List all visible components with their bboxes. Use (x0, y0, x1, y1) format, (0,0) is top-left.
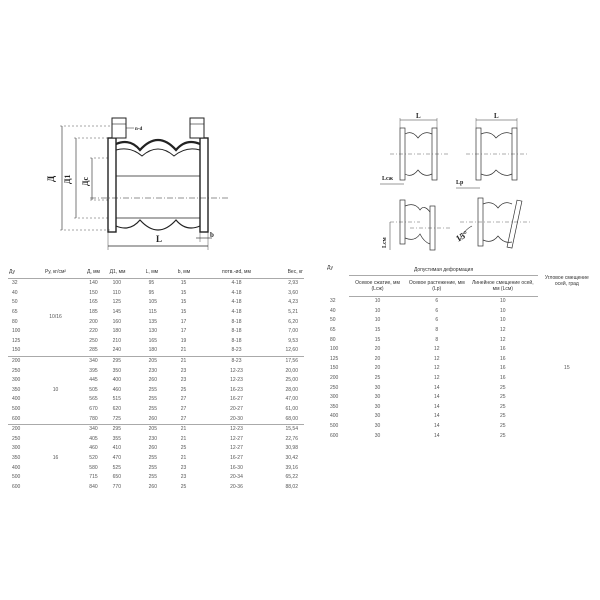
table-cell: 515 (112, 396, 121, 403)
table-cell: 23 (180, 367, 187, 374)
label-nd: n-d (135, 127, 143, 132)
deformation-table (326, 266, 596, 441)
table-cell: 12-27 (230, 445, 243, 452)
col-lateral-offset: Линейное смещение осей, мм (Lсм) (468, 276, 538, 297)
table-cell: 255 (148, 454, 157, 461)
table-cell: 12 (433, 375, 440, 382)
table-cell: 30 (374, 403, 381, 410)
table-cell: 10 (500, 307, 506, 314)
table-cell: 25 (180, 445, 187, 452)
table-cell: 12 (500, 336, 506, 343)
table-cell: 780 (89, 415, 98, 422)
table-cell: 25 (374, 375, 381, 382)
table-cell: 27 (180, 396, 187, 403)
table-cell: 180 (148, 347, 157, 354)
table-cell: 110 (112, 289, 121, 296)
table-cell: 39,16 (285, 464, 298, 471)
table-cell: 255 (148, 464, 157, 471)
table-cell: 160 (112, 318, 121, 325)
table-cell: 8-18 (231, 318, 242, 325)
left-bolt-boss (112, 118, 126, 138)
table-cell: 20 (374, 346, 381, 353)
table-cell: 840 (89, 483, 98, 490)
table-cell: 200 (330, 375, 339, 382)
table-cell: 250 (89, 337, 98, 344)
table-cell: 200 (89, 318, 98, 325)
table-cell: 12-23 (230, 377, 243, 384)
table-cell: 10 (374, 317, 381, 324)
joint-cross-section-drawing (30, 100, 280, 260)
table-cell: 350 (12, 386, 21, 393)
diagram-lateral-offset (390, 200, 450, 250)
table-cell: 25 (500, 432, 506, 439)
table-cell: 460 (112, 386, 121, 393)
table-cell: 140 (89, 280, 98, 287)
table-cell: 650 (112, 474, 121, 481)
table-cell: 15,54 (262, 424, 304, 434)
table-cell: 4-18 (231, 280, 242, 287)
diagram-axial-extension (456, 118, 528, 188)
table-cell: 8 (435, 336, 439, 343)
table-cell: 300 (12, 445, 21, 452)
dimensions-table-header (8, 266, 304, 279)
table-cell: 285 (89, 347, 98, 354)
table-cell: 125 (112, 299, 121, 306)
table-cell: 6 (435, 317, 439, 324)
table-cell: 250 (330, 384, 339, 391)
label-lr: Lр (456, 180, 464, 186)
table-cell: 100 (330, 346, 339, 353)
table-cell: 23 (180, 377, 187, 384)
table-cell: 525 (112, 464, 121, 471)
table-cell: 105 (148, 299, 157, 306)
table-cell: 25 (500, 384, 506, 391)
table-cell: 50 (330, 317, 336, 324)
table-cell: 230 (148, 367, 157, 374)
table-cell: 180 (112, 328, 121, 335)
bellows-top-inner (116, 149, 200, 156)
label-b: b (210, 231, 214, 239)
col-d1: Д1, мм (109, 266, 145, 279)
table-cell: 65,22 (285, 474, 298, 481)
table-cell: 15 (180, 309, 187, 316)
left-flange (108, 138, 116, 232)
table-cell: 580 (89, 464, 98, 471)
table-cell: 40 (330, 307, 336, 314)
table-cell: 150 (89, 289, 98, 296)
table-cell: 20-36 (230, 483, 243, 490)
table-cell: 20-30 (230, 415, 243, 422)
table-cell: 210 (112, 337, 121, 344)
table-cell: 255 (148, 396, 157, 403)
table-cell: 21 (180, 347, 187, 354)
table-cell: 30 (374, 432, 381, 439)
table-cell: 28,00 (285, 386, 298, 393)
table-cell: 16 (500, 346, 506, 353)
table-cell: 25 (500, 423, 506, 430)
right-bolt-boss (190, 118, 204, 138)
table-cell: 200 (8, 356, 33, 366)
table-cell: 520 (89, 454, 98, 461)
table-cell: 130 (148, 328, 157, 335)
table-cell: 23 (180, 474, 187, 481)
table-cell: 20-27 (230, 406, 243, 413)
table-cell: 460 (89, 445, 98, 452)
table-cell: 88,02 (285, 483, 298, 490)
table-cell: 17 (180, 318, 187, 325)
table-cell: 3,60 (288, 289, 298, 296)
table-cell: 21 (180, 454, 187, 461)
table-cell: 395 (89, 367, 98, 374)
diagram-angular-offset (460, 198, 530, 248)
table-cell: 20 (374, 355, 381, 362)
col-l: L, мм (145, 266, 177, 279)
table-cell: 500 (12, 474, 21, 481)
table-cell: 40 (12, 289, 18, 296)
table-cell: 6,20 (288, 318, 298, 325)
table-cell: 50 (12, 299, 18, 306)
table-cell: 15 (180, 299, 187, 306)
table-cell: 410 (112, 445, 121, 452)
table-cell: 145 (112, 309, 121, 316)
table-cell: 16-27 (230, 396, 243, 403)
table-cell: 27 (180, 406, 187, 413)
table-cell: 7,00 (288, 328, 298, 335)
table-cell: 12 (500, 327, 506, 334)
label-l-top-right: L (494, 112, 499, 120)
table-cell: 770 (112, 483, 121, 490)
table-cell: 10 (374, 307, 381, 314)
table-cell: 4-18 (231, 289, 242, 296)
table-cell: 12 (433, 346, 440, 353)
table-cell: 14 (433, 403, 440, 410)
diagram-axial-compression (380, 118, 448, 184)
table-cell: 620 (112, 406, 121, 413)
table-cell: 12,60 (285, 347, 298, 354)
table-cell: 725 (112, 415, 121, 422)
table-cell: 670 (89, 406, 98, 413)
label-d-c: Дс (81, 176, 90, 186)
table-cell: 25,00 (285, 377, 298, 384)
table-cell: 30 (374, 413, 381, 420)
table-cell: 16 (500, 375, 506, 382)
table-cell: 300 (330, 394, 339, 401)
table-cell: 355 (112, 435, 121, 442)
bellows-bottom (116, 220, 200, 230)
table-cell: 125 (12, 337, 21, 344)
table-cell: 30 (374, 394, 381, 401)
table-cell: 400 (330, 413, 339, 420)
table-cell: 32 (330, 298, 336, 305)
col-group-deformation: Допустимая деформация (349, 266, 537, 276)
table-cell: 15 (374, 336, 381, 343)
table-cell: 80 (12, 318, 18, 325)
col-du-right: Ду (327, 265, 333, 271)
table-cell: 27 (180, 415, 187, 422)
table-cell: 135 (148, 318, 157, 325)
table-cell: 340 (78, 356, 108, 366)
pressure-class-cell: 16 (33, 424, 79, 492)
table-cell: 30 (374, 384, 381, 391)
col-axial-extension: Осевое растежение, мм (Lр) (406, 276, 468, 297)
table-cell: 600 (12, 483, 21, 490)
table-cell: 16-23 (230, 386, 243, 393)
table-cell: 25 (180, 483, 187, 490)
table-cell: 80 (330, 336, 336, 343)
table-cell: 47,00 (285, 396, 298, 403)
table-cell: 12-27 (230, 435, 243, 442)
table-cell: 205 (145, 424, 177, 434)
table-cell: 25 (500, 394, 506, 401)
table-cell: 6 (435, 307, 439, 314)
table-cell: 95 (148, 280, 155, 287)
table-cell: 12-23 (230, 367, 243, 374)
table-cell: 600 (12, 415, 21, 422)
table-cell: 205 (145, 356, 177, 366)
table-cell: 8 (435, 327, 439, 334)
table-cell: 8-18 (231, 328, 242, 335)
table-cell: 6 (435, 298, 439, 305)
table-row (8, 356, 304, 366)
table-cell: 400 (112, 377, 121, 384)
table-cell: 22,76 (285, 435, 298, 442)
table-cell: 20 (374, 365, 381, 372)
table-cell: 68,00 (285, 415, 298, 422)
label-d-bolt: Д1 (63, 174, 72, 184)
table-cell: 400 (12, 464, 21, 471)
table-cell: 565 (89, 396, 98, 403)
table-cell: 30 (374, 423, 381, 430)
table-cell: 8-18 (231, 337, 242, 344)
label-l-top-left: L (416, 112, 421, 120)
pressure-class-cell: 10/16 (49, 313, 62, 320)
angle-value-cell: 15 (564, 365, 570, 372)
col-weight: Вес, кг (262, 266, 304, 279)
table-cell: 255 (148, 406, 157, 413)
table-cell: 21 (177, 424, 211, 434)
table-cell: 23 (180, 464, 187, 471)
table-cell: 32 (12, 280, 18, 287)
table-cell: 100 (12, 328, 21, 335)
table-cell: 25 (180, 386, 187, 393)
table-cell: 15 (180, 280, 187, 287)
table-cell: 14 (433, 413, 440, 420)
table-cell: 14 (433, 384, 440, 391)
table-cell: 20,00 (285, 367, 298, 374)
table-cell: 8-23 (211, 356, 263, 366)
table-cell: 95 (148, 289, 155, 296)
label-length: L (156, 234, 163, 244)
table-row (326, 297, 596, 307)
col-angle-header: Угловое смещение осей, град (544, 274, 589, 288)
table-cell: 470 (112, 454, 121, 461)
table-cell: 400 (12, 396, 21, 403)
col-py: Ру, кг/см² (33, 266, 79, 279)
table-row (8, 279, 304, 289)
table-cell: 255 (148, 386, 157, 393)
col-axial-compression: Осевое сжатие, мм (Lсж) (349, 276, 405, 297)
col-du: Ду (8, 266, 33, 279)
table-cell: 10 (500, 298, 506, 305)
table-cell: 14 (433, 432, 440, 439)
table-cell: 8-23 (231, 347, 242, 354)
table-cell: 295 (109, 424, 145, 434)
label-lcz: Lсж (382, 176, 394, 182)
table-cell: 300 (12, 377, 21, 384)
table-cell: 61,00 (285, 406, 298, 413)
table-cell: 9,53 (288, 337, 298, 344)
table-cell: 220 (89, 328, 98, 335)
table-cell: 260 (148, 415, 157, 422)
table-cell: 505 (89, 386, 98, 393)
table-cell: 405 (89, 435, 98, 442)
table-cell: 21 (177, 356, 211, 366)
table-cell: 340 (78, 424, 108, 434)
table-cell: 15 (374, 327, 381, 334)
table-cell: 230 (148, 435, 157, 442)
table-cell: 185 (89, 309, 98, 316)
table-cell: 16 (500, 355, 506, 362)
table-cell: 20-34 (230, 474, 243, 481)
table-cell: 600 (330, 432, 339, 439)
table-cell: 10 (374, 298, 381, 305)
table-cell: 14 (433, 394, 440, 401)
table-row (8, 424, 304, 434)
table-cell: 25 (500, 413, 506, 420)
table-cell: 4-18 (231, 309, 242, 316)
table-cell: 250 (12, 435, 21, 442)
table-cell: 65 (330, 327, 336, 334)
table-cell: 350 (330, 403, 339, 410)
table-cell: 17,56 (262, 356, 304, 366)
table-cell: 100 (112, 280, 121, 287)
table-cell: 30,98 (285, 445, 298, 452)
table-cell: 715 (89, 474, 98, 481)
table-cell: 12-23 (211, 424, 263, 434)
label-lcm: Lсм (382, 237, 388, 248)
table-cell: 240 (112, 347, 121, 354)
table-cell: 150 (12, 347, 21, 354)
dimensions-table (8, 266, 304, 492)
table-cell: 115 (148, 309, 157, 316)
col-b: b, мм (177, 266, 211, 279)
table-cell: 255 (148, 474, 157, 481)
deformation-diagrams (360, 108, 550, 258)
table-cell: 200 (8, 424, 33, 434)
table-cell: 65 (12, 309, 18, 316)
table-cell: 260 (148, 445, 157, 452)
table-cell: 2,93 (288, 280, 298, 287)
table-cell: 500 (12, 406, 21, 413)
table-cell: 10 (500, 317, 506, 324)
table-cell: 250 (12, 367, 21, 374)
table-cell: 16-27 (230, 454, 243, 461)
label-d-outer: Д (46, 175, 56, 182)
table-cell: 500 (330, 423, 339, 430)
table-cell: 16 (500, 365, 506, 372)
table-cell: 15 (180, 289, 187, 296)
right-flange (200, 138, 208, 232)
table-cell: 12 (433, 355, 440, 362)
table-cell: 150 (330, 365, 339, 372)
pressure-class-cell: 10 (33, 356, 79, 424)
table-cell: 16-30 (230, 464, 243, 471)
table-cell: 295 (109, 356, 145, 366)
deformation-table-header (326, 266, 596, 276)
col-d: Д, мм (78, 266, 108, 279)
table-cell: 17 (180, 328, 187, 335)
col-holes: потв.-ød, мм (211, 266, 263, 279)
table-cell: 5,21 (288, 309, 298, 316)
table-cell: 19 (180, 337, 187, 344)
table-cell: 25 (500, 403, 506, 410)
table-cell: 30,42 (285, 454, 298, 461)
table-cell: 350 (112, 367, 121, 374)
table-cell: 12 (433, 365, 440, 372)
table-cell: 445 (89, 377, 98, 384)
table-cell: 260 (148, 483, 157, 490)
table-cell: 4,23 (288, 299, 298, 306)
table-cell: 350 (12, 454, 21, 461)
table-cell: 125 (330, 355, 339, 362)
table-cell: 165 (148, 337, 157, 344)
table-cell: 260 (148, 377, 157, 384)
table-cell: 21 (180, 435, 187, 442)
table-cell: 14 (433, 423, 440, 430)
table-cell: 165 (89, 299, 98, 306)
label-angle: 15° (454, 228, 470, 244)
table-cell: 4-18 (231, 299, 242, 306)
